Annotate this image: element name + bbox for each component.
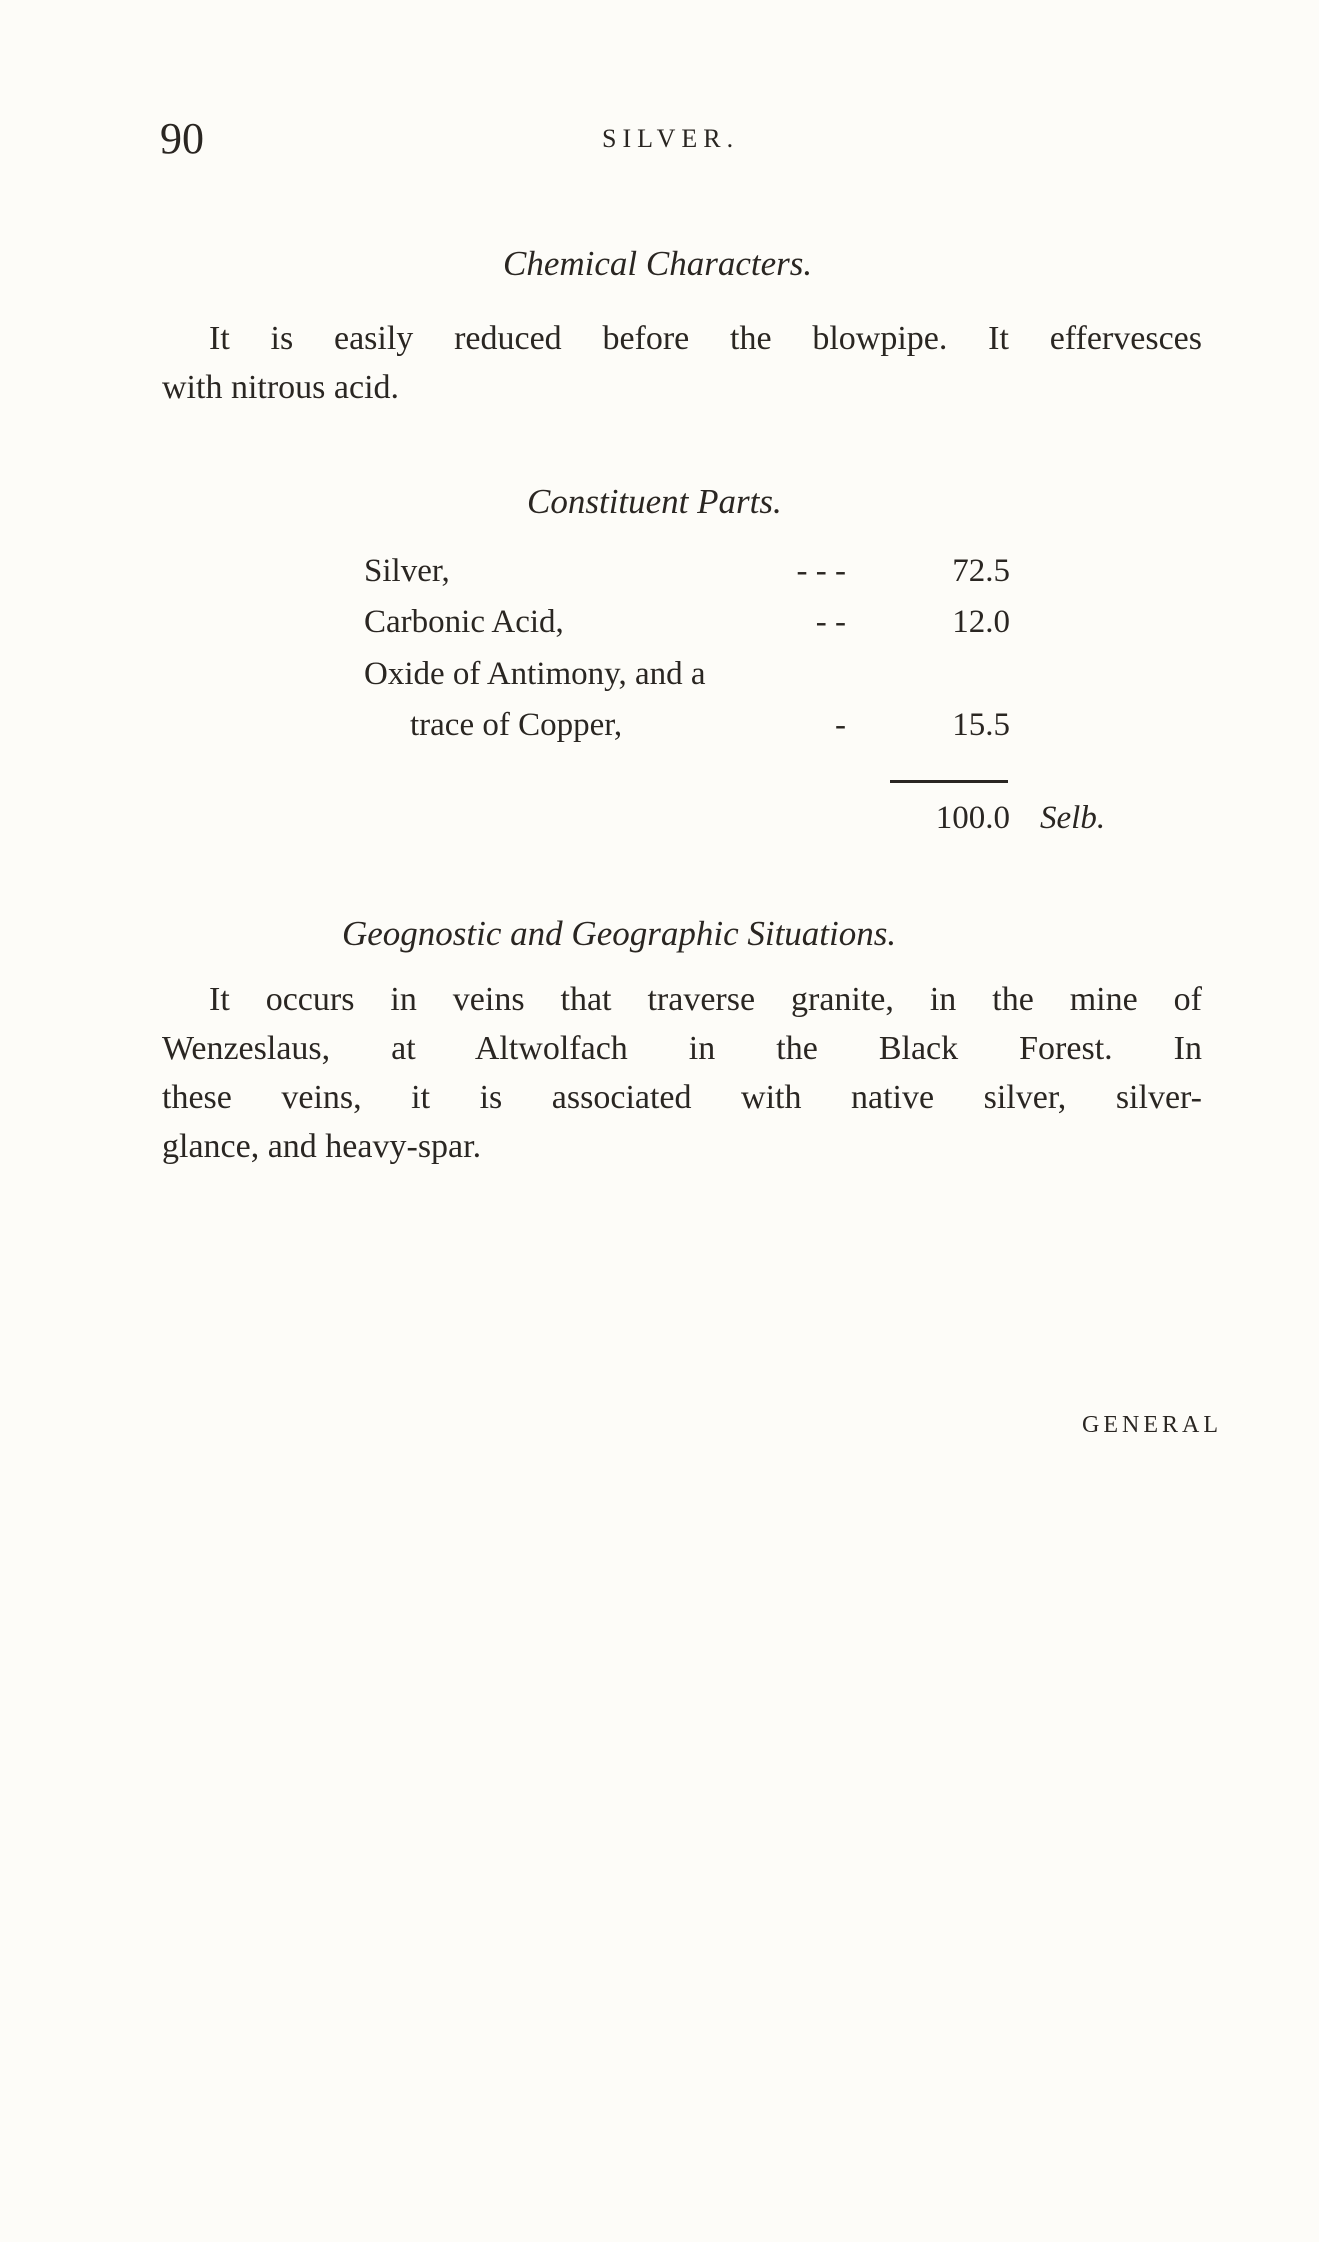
- constituent-label: Oxide of Antimony, and a: [364, 656, 706, 692]
- text-line: these veins, it is associated with native silver, silver-: [162, 1079, 1202, 1116]
- section-heading-geognostic: Geognostic and Geographic Situations.: [342, 914, 897, 953]
- text-line: glance, and heavy-spar.: [162, 1128, 482, 1165]
- running-head: SILVER.: [602, 124, 740, 153]
- constituent-label: Silver,: [364, 553, 450, 589]
- section-heading-constituents: Constituent Parts.: [527, 482, 782, 521]
- text-line: It occurs in veins that traverse granite, in the mine of: [209, 981, 1202, 1018]
- paragraph-chemical: [162, 314, 1202, 412]
- constituent-label: Carbonic Acid,: [364, 604, 564, 640]
- constituent-value: 12.0: [952, 604, 1010, 640]
- text-line: It is easily reduced before the blowpipe. It effervesces: [209, 320, 1202, 357]
- total-value: 100.0: [935, 800, 1010, 836]
- constituent-label: trace of Copper,: [410, 707, 623, 743]
- paragraph-geognostic: [162, 975, 1202, 1171]
- text-line: Wenzeslaus, at Altwolfach in the Black Forest. In: [162, 1030, 1202, 1067]
- text-line: with nitrous acid.: [162, 369, 400, 406]
- sum-rule: [890, 780, 1008, 783]
- leader-dashes: - -: [815, 604, 846, 640]
- constituent-value: 72.5: [952, 553, 1010, 589]
- constituent-value: 15.5: [952, 707, 1010, 743]
- leader-dashes: - - -: [796, 553, 846, 589]
- leader-dashes: -: [835, 707, 846, 743]
- catchword: GENERAL: [1082, 1412, 1222, 1438]
- page-number: 90: [160, 114, 204, 163]
- section-heading-chemical: Chemical Characters.: [503, 244, 813, 283]
- analysis-source: Selb.: [1040, 800, 1106, 836]
